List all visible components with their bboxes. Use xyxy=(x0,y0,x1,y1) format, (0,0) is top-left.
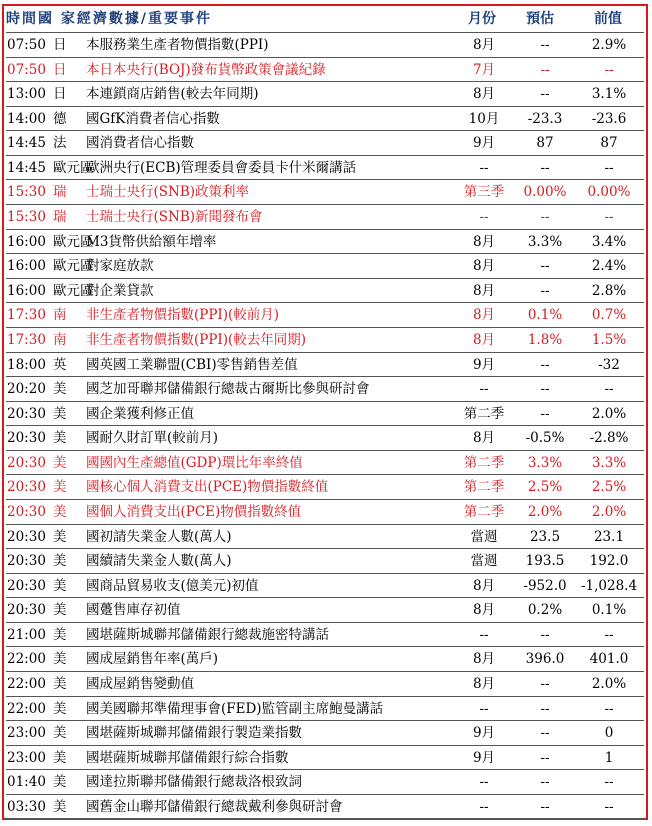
row-event: 國企業獲利修正值 xyxy=(86,405,194,422)
row-event: 國成屋銷售年率(萬戶) xyxy=(86,651,219,668)
row-time: 07:50 xyxy=(7,37,46,53)
table-row xyxy=(6,302,644,327)
row-forecast: -- xyxy=(540,405,550,422)
table-row xyxy=(6,450,644,475)
row-month: 8月 xyxy=(472,651,496,668)
header-forecast: 預估 xyxy=(526,11,554,27)
row-forecast: -- xyxy=(540,381,550,398)
row-month: -- xyxy=(479,774,489,791)
row-country: 美 xyxy=(53,651,67,668)
row-time: 15:30 xyxy=(7,184,46,201)
row-country: 德 xyxy=(53,110,67,127)
row-forecast: -- xyxy=(540,209,550,226)
table-row xyxy=(6,32,644,57)
table-row xyxy=(6,425,644,450)
row-previous: -1,028.4 xyxy=(580,577,638,594)
row-time: 20:30 xyxy=(7,553,46,570)
row-time: 20:20 xyxy=(7,381,46,398)
row-forecast: -- xyxy=(540,258,550,275)
table-row xyxy=(6,130,644,155)
row-country: 美 xyxy=(53,749,67,766)
row-previous: 2.0% xyxy=(591,503,627,520)
row-event: 本服務業生產者物價指數(PPI) xyxy=(86,37,269,53)
row-time: 22:00 xyxy=(7,651,46,668)
row-previous: 2.0% xyxy=(591,676,627,693)
row-month: 9月 xyxy=(472,356,496,373)
row-forecast: -- xyxy=(540,626,550,643)
row-month: 8月 xyxy=(472,676,496,693)
row-time: 18:00 xyxy=(7,356,46,373)
row-time: 20:30 xyxy=(7,528,46,545)
row-event: 國達拉斯聯邦儲備銀行總裁洛根致詞 xyxy=(86,774,302,791)
row-forecast: 0.2% xyxy=(527,602,563,619)
row-forecast: 0.00% xyxy=(523,184,567,201)
row-time: 20:30 xyxy=(7,602,46,619)
row-event: 非生產者物價指數(PPI)(較去年同期) xyxy=(86,331,307,348)
row-month: 8月 xyxy=(472,37,496,53)
row-previous: 3.4% xyxy=(591,233,627,250)
row-previous: 87 xyxy=(600,135,618,152)
row-event: 國躉售庫存初值 xyxy=(86,602,181,619)
row-time: 20:30 xyxy=(7,405,46,422)
row-event: 國個人消費支出(PCE)物價指數終值 xyxy=(86,503,302,520)
row-country: 美 xyxy=(53,700,67,717)
row-time: 03:30 xyxy=(7,798,46,815)
row-event: 國成屋銷售變動值 xyxy=(86,676,194,693)
row-event: 國舊金山聯邦儲備銀行總裁戴利參與研討會 xyxy=(86,798,343,815)
row-forecast: -- xyxy=(540,798,550,815)
row-country: 英 xyxy=(53,356,67,373)
row-month: 第三季 xyxy=(463,184,505,201)
header-month: 月份 xyxy=(468,11,496,27)
row-time: 20:30 xyxy=(7,479,46,496)
row-month: 當週 xyxy=(470,553,498,570)
row-previous: 2.5% xyxy=(591,479,627,496)
row-forecast: -- xyxy=(540,37,550,53)
table-row xyxy=(6,401,644,426)
row-forecast: -- xyxy=(540,159,550,176)
row-previous: 2.9% xyxy=(591,37,627,53)
row-month: 10月 xyxy=(468,110,500,127)
row-month: 9月 xyxy=(472,749,496,766)
row-event: 國國內生產總值(GDP)環比年率終值 xyxy=(86,454,303,471)
row-forecast: 3.3% xyxy=(527,454,563,471)
table-row xyxy=(6,57,644,82)
row-month: 8月 xyxy=(472,86,496,103)
row-event: 國堪薩斯城聯邦儲備銀行總裁施密特講話 xyxy=(86,626,329,643)
row-forecast: 3.3% xyxy=(527,233,563,250)
row-event: 國堪薩斯城聯邦儲備銀行製造業指數 xyxy=(86,725,302,742)
row-forecast: -- xyxy=(540,700,550,717)
row-month: -- xyxy=(479,159,489,176)
row-country: 美 xyxy=(53,774,67,791)
row-country: 美 xyxy=(53,528,67,545)
table-row xyxy=(6,253,644,278)
row-previous: -- xyxy=(604,159,614,176)
row-time: 20:30 xyxy=(7,454,46,471)
row-country: 美 xyxy=(53,626,67,643)
row-previous: -- xyxy=(604,381,614,398)
event-table-body xyxy=(6,32,644,819)
row-time: 07:50 xyxy=(7,61,46,78)
row-previous: -- xyxy=(604,798,614,815)
header-title: 時間國 家經濟數據/重要事件 xyxy=(6,11,212,27)
row-time: 23:00 xyxy=(7,725,46,742)
row-country: 日 xyxy=(53,86,67,103)
row-event: 國初請失業金人數(萬人) xyxy=(86,528,232,545)
row-previous: -- xyxy=(604,209,614,226)
row-previous: -- xyxy=(604,626,614,643)
row-country: 美 xyxy=(53,602,67,619)
row-country: 歐元區 xyxy=(53,282,94,299)
table-row xyxy=(6,622,644,647)
table-row xyxy=(6,499,644,524)
row-month: 第二季 xyxy=(463,454,505,471)
table-header xyxy=(6,6,646,28)
row-country: 瑞 xyxy=(53,209,67,226)
row-forecast: 0.1% xyxy=(527,307,563,324)
row-country: 南 xyxy=(53,331,67,348)
row-event: 對企業貸款 xyxy=(86,282,154,299)
table-row xyxy=(6,597,644,622)
table-row xyxy=(6,671,644,696)
row-event: 士瑞士央行(SNB)政策利率 xyxy=(86,184,250,201)
row-previous: 192.0 xyxy=(589,553,629,570)
row-time: 21:00 xyxy=(7,626,46,643)
row-previous: 0.1% xyxy=(591,602,627,619)
row-month: 8月 xyxy=(472,307,496,324)
row-country: 法 xyxy=(53,135,67,152)
row-time: 22:00 xyxy=(7,676,46,693)
row-event: 本日本央行(BOJ)發布貨幣政策會議紀錄 xyxy=(86,61,326,78)
row-month: 7月 xyxy=(472,61,496,78)
row-month: -- xyxy=(479,209,489,226)
row-time: 16:00 xyxy=(7,282,46,299)
row-country: 歐元區 xyxy=(53,233,94,250)
table-row xyxy=(6,646,644,671)
row-time: 14:45 xyxy=(7,159,46,176)
row-time: 17:30 xyxy=(7,331,46,348)
row-country: 美 xyxy=(53,479,67,496)
row-month: -- xyxy=(479,700,489,717)
row-forecast: 23.5 xyxy=(529,528,561,545)
row-month: 8月 xyxy=(472,430,496,447)
row-event: 國續請失業金人數(萬人) xyxy=(86,553,232,570)
row-country: 歐元區 xyxy=(53,159,94,176)
row-month: 8月 xyxy=(472,577,496,594)
row-forecast: -23.3 xyxy=(527,110,563,127)
row-time: 20:30 xyxy=(7,430,46,447)
row-event: 本連鎖商店銷售(較去年同期) xyxy=(86,86,259,103)
row-forecast: -- xyxy=(540,676,550,693)
row-previous: 1.5% xyxy=(591,331,627,348)
row-month: 8月 xyxy=(472,282,496,299)
row-previous: 0.7% xyxy=(591,307,627,324)
row-country: 美 xyxy=(53,381,67,398)
row-month: 8月 xyxy=(472,602,496,619)
row-event: 國商品貿易收支(億美元)初值 xyxy=(86,577,259,594)
row-forecast: 87 xyxy=(536,135,554,152)
row-forecast: 396.0 xyxy=(525,651,565,668)
row-previous: 2.8% xyxy=(591,282,627,299)
row-time: 14:45 xyxy=(7,135,46,152)
row-time: 17:30 xyxy=(7,307,46,324)
row-time: 22:00 xyxy=(7,700,46,717)
row-event: 國消費者信心指數 xyxy=(86,135,194,152)
row-event: 國耐久財訂單(較前月) xyxy=(86,430,219,447)
row-previous: -23.6 xyxy=(591,110,627,127)
row-month: -- xyxy=(479,626,489,643)
table-row xyxy=(6,745,644,770)
row-month: 8月 xyxy=(472,258,496,275)
row-previous: 0.00% xyxy=(587,184,631,201)
row-event: 國美國聯邦準備理事會(FED)監管副主席鮑曼講話 xyxy=(86,700,384,717)
row-country: 歐元區 xyxy=(53,258,94,275)
row-previous: 2.0% xyxy=(591,405,627,422)
table-row xyxy=(6,204,644,229)
row-time: 14:00 xyxy=(7,110,46,127)
row-previous: 2.4% xyxy=(591,258,627,275)
row-country: 美 xyxy=(53,405,67,422)
table-row xyxy=(6,720,644,745)
row-event: 非生產者物價指數(PPI)(較前月) xyxy=(86,307,280,324)
row-time: 20:30 xyxy=(7,503,46,520)
row-forecast: -- xyxy=(540,749,550,766)
row-time: 16:00 xyxy=(7,233,46,250)
row-forecast: -- xyxy=(540,725,550,742)
row-forecast: 193.5 xyxy=(525,553,565,570)
row-month: 8月 xyxy=(472,233,496,250)
row-event: 國堪薩斯城聯邦儲備銀行綜合指數 xyxy=(86,749,289,766)
table-row xyxy=(6,696,644,721)
row-event: 歐洲央行(ECB)管理委員會委員卡什米爾講話 xyxy=(86,159,357,176)
row-month: 第二季 xyxy=(463,405,505,422)
table-row xyxy=(6,548,644,573)
row-previous: -- xyxy=(604,700,614,717)
table-row xyxy=(6,106,644,131)
table-row xyxy=(6,179,644,204)
row-forecast: -- xyxy=(540,774,550,791)
row-previous: 3.1% xyxy=(591,86,627,103)
row-forecast: -952.0 xyxy=(523,577,567,594)
row-month: 8月 xyxy=(472,331,496,348)
table-row xyxy=(6,327,644,352)
row-month: -- xyxy=(479,381,489,398)
row-previous: 3.3% xyxy=(591,454,627,471)
row-forecast: 1.8% xyxy=(527,331,563,348)
table-row xyxy=(6,81,644,106)
table-row xyxy=(6,376,644,401)
row-country: 美 xyxy=(53,725,67,742)
row-forecast: -- xyxy=(540,282,550,299)
row-country: 瑞 xyxy=(53,184,67,201)
row-country: 日 xyxy=(53,61,67,78)
row-month: -- xyxy=(479,798,489,815)
table-row xyxy=(6,769,644,794)
row-time: 01:40 xyxy=(7,774,46,791)
row-event: 國芝加哥聯邦儲備銀行總裁古爾斯比參與研討會 xyxy=(86,381,370,398)
row-previous: 401.0 xyxy=(589,651,629,668)
row-forecast: -0.5% xyxy=(525,430,565,447)
row-time: 23:00 xyxy=(7,749,46,766)
row-forecast: 2.0% xyxy=(527,503,563,520)
row-event: M3貨幣供給額年增率 xyxy=(86,233,217,250)
table-row xyxy=(6,352,644,377)
table-row xyxy=(6,524,644,549)
row-previous: 0 xyxy=(604,725,614,742)
row-month: 當週 xyxy=(470,528,498,545)
row-time: 20:30 xyxy=(7,577,46,594)
row-forecast: -- xyxy=(540,86,550,103)
row-time: 13:00 xyxy=(7,86,46,103)
row-country: 美 xyxy=(53,553,67,570)
row-forecast: 2.5% xyxy=(527,479,563,496)
row-country: 美 xyxy=(53,676,67,693)
row-forecast: -- xyxy=(540,61,550,78)
row-event: 國核心個人消費支出(PCE)物價指數終值 xyxy=(86,479,329,496)
table-row xyxy=(6,278,644,303)
row-previous: -- xyxy=(604,61,614,78)
header-previous: 前值 xyxy=(594,11,622,27)
row-country: 美 xyxy=(53,798,67,815)
row-forecast: -- xyxy=(540,356,550,373)
row-previous: 23.1 xyxy=(593,528,625,545)
row-previous: 1 xyxy=(604,749,614,766)
row-event: 對家庭放款 xyxy=(86,258,154,275)
row-month: 9月 xyxy=(472,135,496,152)
row-event: 國GfK消費者信心指數 xyxy=(86,110,220,127)
row-country: 美 xyxy=(53,430,67,447)
row-country: 美 xyxy=(53,503,67,520)
row-country: 日 xyxy=(53,37,67,53)
row-month: 第二季 xyxy=(463,503,505,520)
row-country: 美 xyxy=(53,454,67,471)
row-event: 國英國工業聯盟(CBI)零售銷售差值 xyxy=(86,356,298,373)
row-previous: -32 xyxy=(598,356,620,373)
row-month: 第二季 xyxy=(463,479,505,496)
row-previous: -- xyxy=(604,774,614,791)
row-country: 南 xyxy=(53,307,67,324)
table-row xyxy=(6,573,644,598)
table-row xyxy=(6,155,644,180)
table-row xyxy=(6,474,644,499)
row-time: 15:30 xyxy=(7,209,46,226)
row-month: 9月 xyxy=(472,725,496,742)
row-previous: -2.8% xyxy=(589,430,629,447)
row-time: 16:00 xyxy=(7,258,46,275)
row-event: 士瑞士央行(SNB)新聞發布會 xyxy=(86,209,263,226)
table-row xyxy=(6,794,644,819)
row-country: 美 xyxy=(53,577,67,594)
table-row xyxy=(6,229,644,254)
